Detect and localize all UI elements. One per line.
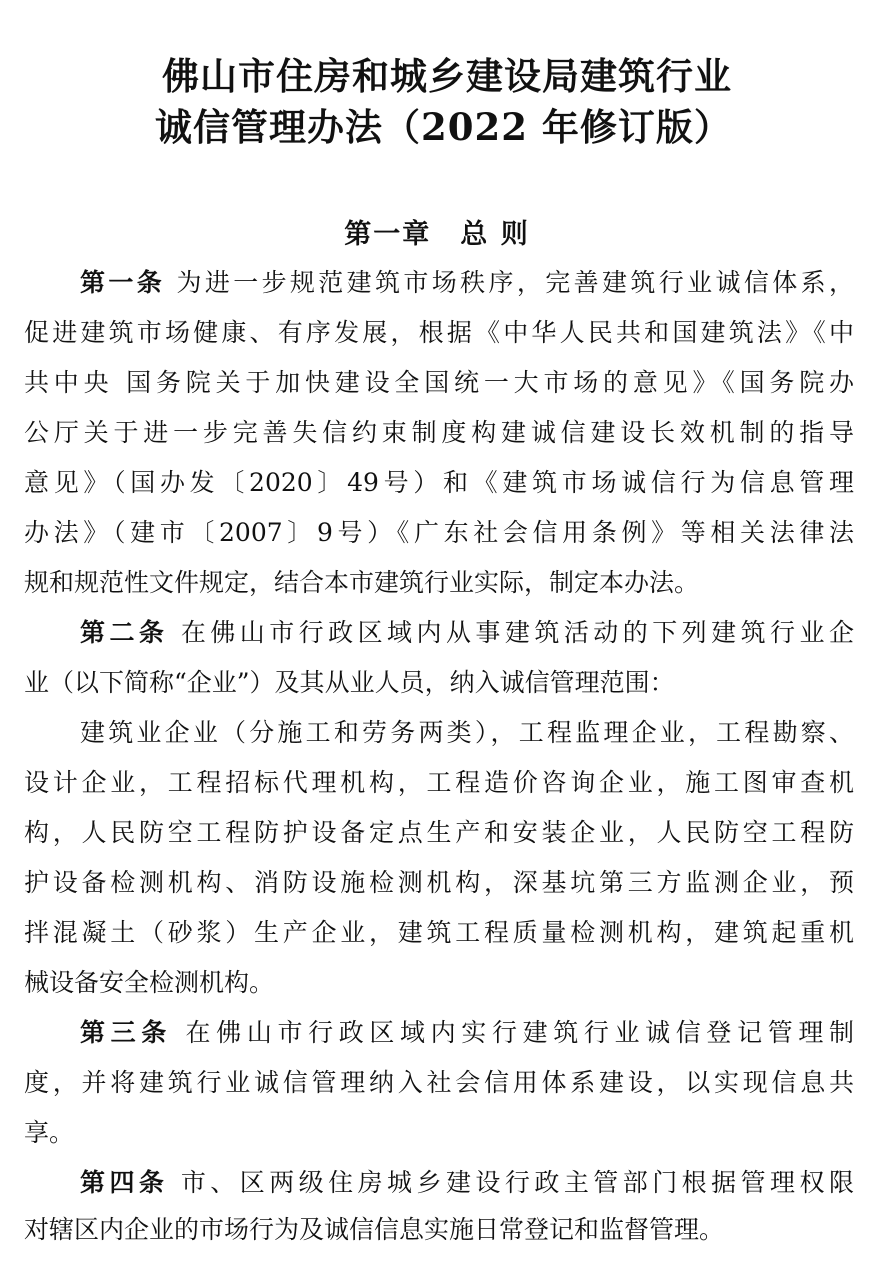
paragraph-line: 公厅关于进一步完善失信约束制度构建诚信建设长效机制的指导: [24, 418, 854, 447]
paragraph-line: [80, 613, 854, 653]
paragraph-line: 械设备安全检测机构。: [24, 968, 275, 997]
paragraph-line: 意见》（国办发〔2020〕49号）和《建筑市场诚信行为信息管理: [24, 468, 854, 497]
paragraph-line: [80, 1163, 854, 1203]
document-title-line1: 佛山市住房和城乡建设局建筑行业: [162, 54, 732, 98]
paragraph-line: 办法》（建市〔2007〕9号）《广东社会信用条例》等相关法律法: [24, 518, 854, 547]
paragraph-line: 促进建筑市场健康、有序发展，根据《中华人民共和国建筑法》《中: [24, 318, 854, 347]
paragraph-line: 度，并将建筑行业诚信管理纳入社会信用体系建设，以实现信息共: [24, 1068, 854, 1097]
line-text: 在佛山市行政区域内从事建筑活动的下列建筑行业企: [180, 618, 854, 647]
line-text: 为进一步规范建筑市场秩序，完善建筑行业诚信体系，: [176, 268, 854, 297]
paragraph-line: 拌混凝土（砂浆）生产企业，建筑工程质量检测机构，建筑起重机: [24, 918, 854, 947]
article-label: 第四条: [80, 1168, 169, 1197]
article-label: 第三条: [80, 1018, 172, 1047]
paragraph-line: 共中央 国务院关于加快建设全国统一大市场的意见》《国务院办: [24, 368, 854, 397]
paragraph-line: 护设备检测机构、消防设施检测机构，深基坑第三方监测企业，预: [24, 868, 854, 897]
article-label: 第二条: [80, 618, 169, 647]
line-text: 在佛山市行政区域内实行建筑行业诚信登记管理制: [185, 1018, 854, 1047]
paragraph-line: 构，人民防空工程防护设备定点生产和安装企业，人民防空工程防: [24, 818, 854, 847]
paragraph-line: 对辖区内企业的市场行为及诚信信息实施日常登记和监督管理。: [24, 1215, 725, 1244]
line-text: 市、区两级住房城乡建设行政主管部门根据管理权限: [180, 1168, 854, 1197]
paragraph-line: 建筑业企业（分施工和劳务两类），工程监理企业，工程勘察、: [80, 718, 854, 747]
chapter-heading: 第一章 总 则: [344, 219, 530, 250]
document-title-line2: 诚信管理办法（2022 年修订版）: [155, 105, 732, 149]
paragraph-line: [80, 1013, 854, 1053]
paragraph-line: 享。: [24, 1118, 75, 1147]
paragraph-line: 设计企业，工程招标代理机构，工程造价咨询企业，施工图审查机: [24, 768, 854, 797]
paragraph-line: [80, 263, 854, 303]
paragraph-line: 规和规范性文件规定，结合本市建筑行业实际，制定本办法。: [24, 568, 700, 597]
article-label: 第一条: [80, 268, 166, 297]
paragraph-line: 业（以下简称“企业”）及其从业人员，纳入诚信管理范围：: [24, 668, 675, 697]
